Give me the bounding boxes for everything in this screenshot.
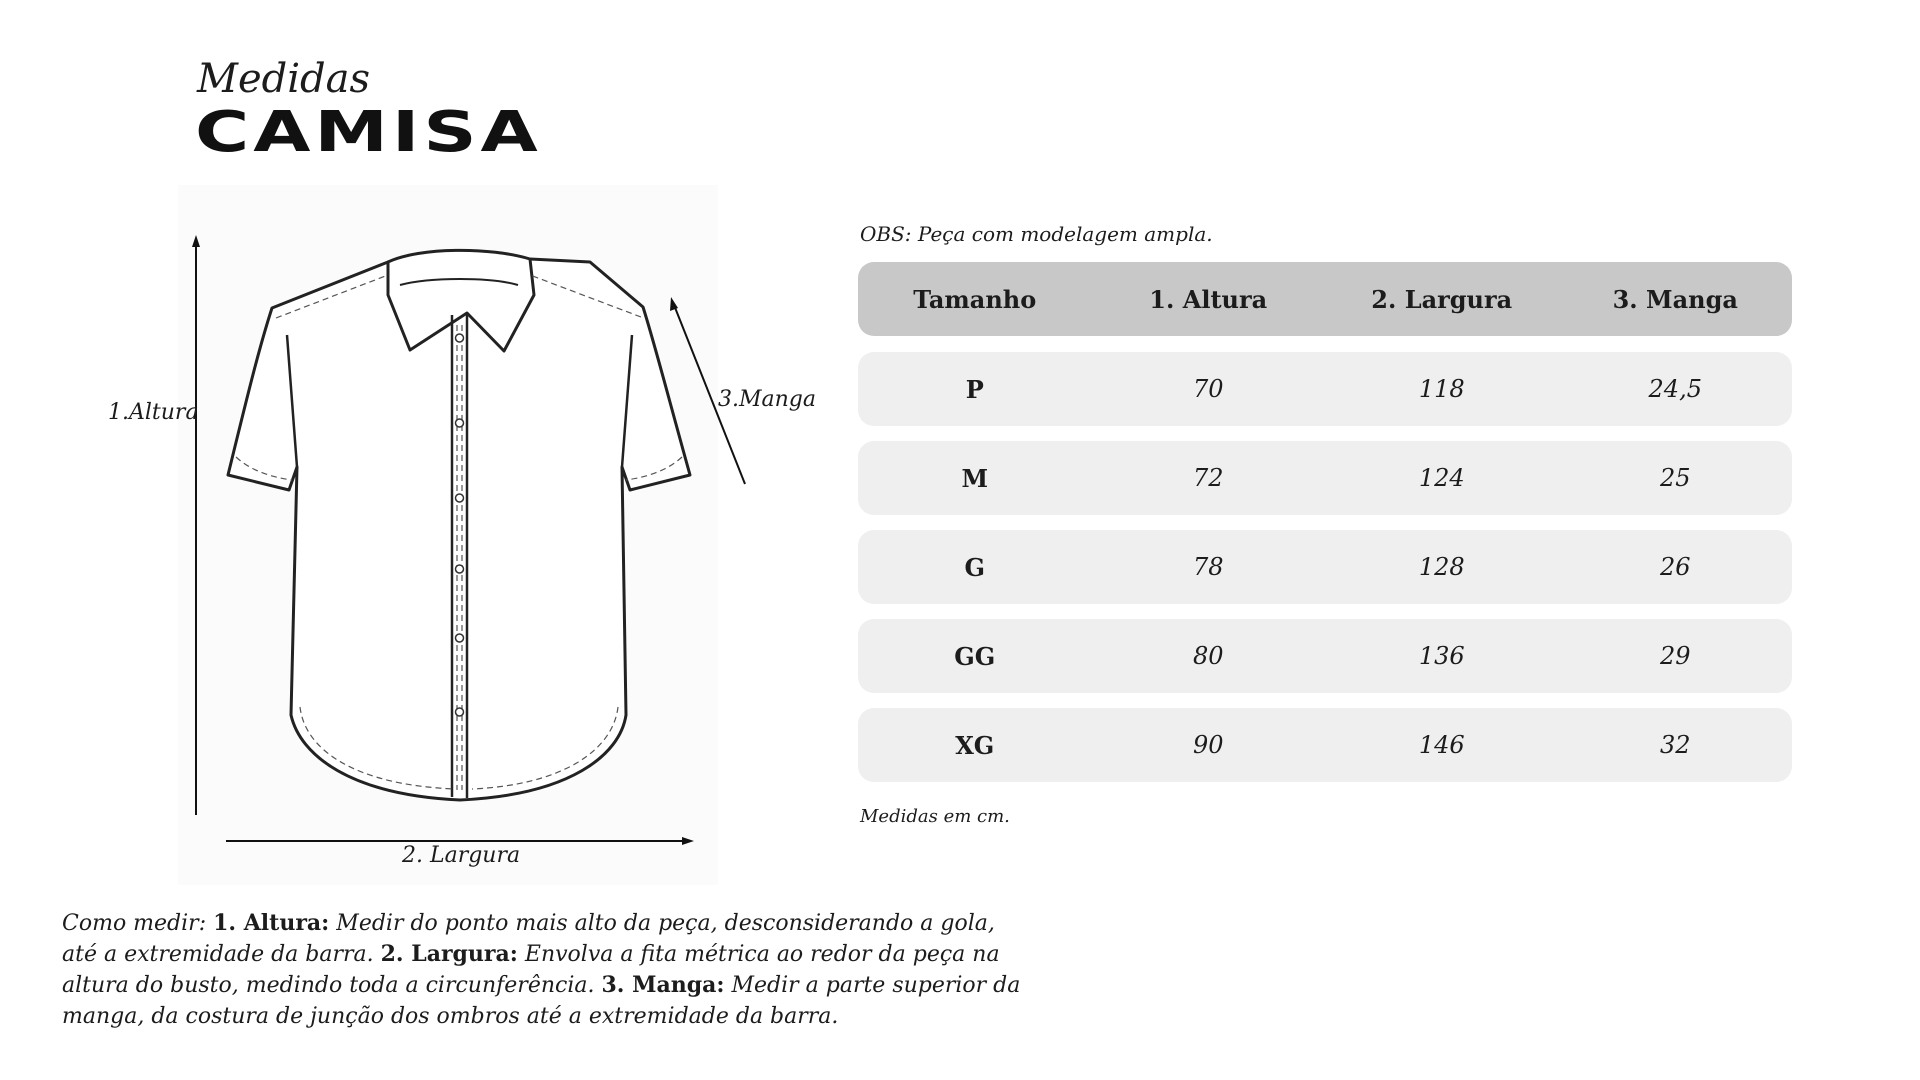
howto-altura-title: 1. Altura: — [213, 910, 330, 936]
largura-cell: 136 — [1418, 642, 1465, 670]
size-cell: G — [964, 552, 985, 582]
howto-manga-title: 3. Manga: — [601, 972, 725, 998]
howto-manga-text: Medir a parte superior da manga, da costura de junção dos ombros até a extremidade da barra. — [62, 973, 1021, 1029]
table-row — [858, 619, 1792, 693]
howto-intro: Como medir: — [62, 911, 214, 936]
shirt-illustration — [100, 185, 820, 885]
header-largura: 2. Largura — [1371, 284, 1513, 314]
altura-label: 1.Altura — [108, 400, 199, 425]
page-subtitle: Medidas — [197, 56, 371, 102]
obs-note: OBS: Peça com modelagem ampla. — [860, 222, 1213, 246]
howto-largura-text: Envolva a fita métrica ao redor da peça na altura do busto, medindo toda a circunferência. — [62, 942, 1000, 998]
altura-cell: 80 — [1192, 642, 1224, 670]
altura-cell: 78 — [1192, 553, 1224, 581]
manga-cell: 32 — [1659, 731, 1691, 759]
header-manga: 3. Manga — [1612, 284, 1738, 314]
header-tamanho: Tamanho — [913, 284, 1037, 314]
shirt-diagram — [100, 185, 820, 885]
manga-cell: 25 — [1659, 464, 1691, 492]
altura-cell: 72 — [1192, 464, 1224, 492]
table-row — [858, 441, 1792, 515]
altura-cell: 70 — [1192, 375, 1224, 403]
table-row — [858, 708, 1792, 782]
header-altura: 1. Altura — [1149, 284, 1268, 314]
table-row — [858, 352, 1792, 426]
shirt-outline — [228, 250, 690, 800]
table-row — [858, 530, 1792, 604]
howto-largura-title: 2. Largura: — [380, 941, 518, 967]
manga-cell: 26 — [1659, 553, 1691, 581]
units-note: Medidas em cm. — [860, 806, 1010, 827]
howto-altura-text: Medir do ponto mais alto da peça, desconsiderando a gola, até a extremidade da barra. — [62, 911, 995, 967]
how-to-measure — [62, 908, 1022, 1032]
manga-cell: 29 — [1659, 642, 1691, 670]
size-cell: XG — [955, 730, 995, 760]
size-cell: M — [961, 463, 989, 493]
largura-label: 2. Largura — [402, 843, 521, 868]
manga-label: 3.Manga — [718, 387, 817, 412]
altura-cell: 90 — [1192, 731, 1224, 759]
size-cell: P — [965, 374, 984, 404]
largura-cell: 124 — [1418, 464, 1465, 492]
largura-cell: 146 — [1418, 731, 1465, 759]
manga-cell: 24,5 — [1648, 375, 1702, 403]
size-cell: GG — [954, 641, 996, 671]
size-table-header — [858, 262, 1792, 336]
largura-cell: 118 — [1418, 375, 1465, 403]
largura-cell: 128 — [1418, 553, 1465, 581]
page-title: CAMISA — [195, 100, 542, 165]
